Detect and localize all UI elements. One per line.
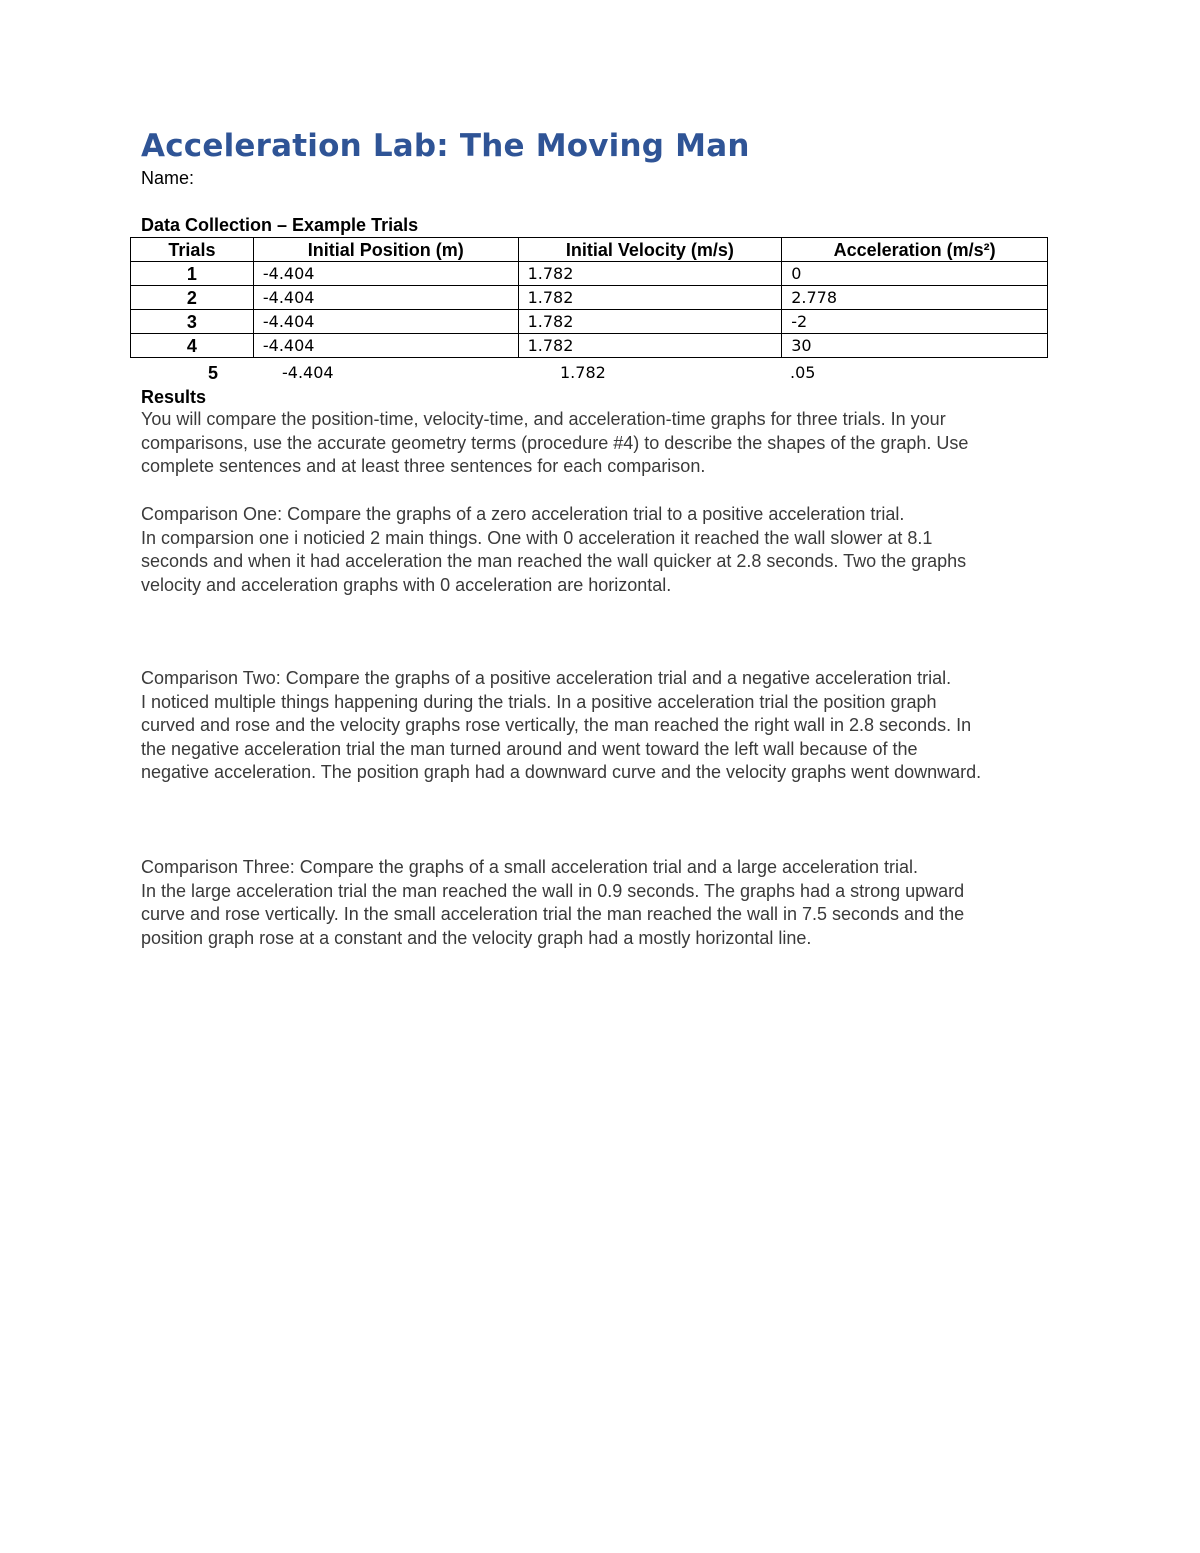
acceleration-cell: 2.778 [782,286,1048,310]
results-heading: Results [141,387,207,407]
trials-table [130,237,1048,358]
acceleration-cell: -2 [782,310,1048,334]
comparison-prompt: Comparison Three: Compare the graphs of a small acceleration trial and a large acceleration trial. [141,857,919,877]
table-header-row [131,238,1048,262]
comparison-two-paragraph [141,667,1066,785]
table-row [131,310,1048,334]
text-line: I noticed multiple things happening during the trials. In a positive acceleration trial the position graph [141,691,937,712]
text-line: velocity and acceleration graphs with 0 acceleration are horizontal. [141,574,672,595]
extra-acceleration: .05 [790,363,816,382]
table-row [131,286,1048,310]
extra-initial-velocity: 1.782 [560,363,606,382]
initial-position-cell: -4.404 [253,334,518,358]
text-line: You will compare the position-time, velocity-time, and acceleration-time graphs for three trials. In your [141,409,946,429]
comparison-prompt: Comparison One: Compare the graphs of a zero acceleration trial to a positive acceleration trial. [141,504,905,524]
text-line: position graph rose at a constant and the velocity graph had a mostly horizontal line. [141,927,812,948]
initial-velocity-cell: 1.782 [518,334,782,358]
initial-position-cell: -4.404 [253,310,518,334]
initial-velocity-cell: 1.782 [518,310,782,334]
header-acceleration: Acceleration (m/s²) [782,238,1048,262]
intro-paragraph [141,408,1066,479]
comparison-one-paragraph [141,503,1066,597]
comparison-prompt: Comparison Two: Compare the graphs of a positive acceleration trial and a negative acceleration trial. [141,668,952,688]
trial-number: 3 [131,310,254,334]
trial-number: 2 [131,286,254,310]
text-line: curved and rose and the velocity graphs rose vertically, the man reached the right wall in 2.8 seconds. In [141,715,972,736]
acceleration-cell: 30 [782,334,1048,358]
header-initial-velocity: Initial Velocity (m/s) [518,238,782,262]
extra-trial-number: 5 [208,363,219,383]
trial-number: 4 [131,334,254,358]
name-label: Name: [141,168,195,188]
data-collection-heading: Data Collection – Example Trials [141,215,419,235]
document-title: Acceleration Lab: The Moving Man [141,128,750,164]
initial-velocity-cell: 1.782 [518,286,782,310]
text-line: negative acceleration. The position graph had a downward curve and the velocity graphs went downward. [141,762,982,783]
text-line: comparisons, use the accurate geometry terms (procedure #4) to describe the shapes of the graph. Use [141,432,969,453]
text-line: In comparsion one i noticied 2 main things. One with 0 acceleration it reached the wall slower at 8.1 [141,527,933,548]
acceleration-cell: 0 [782,262,1048,286]
text-line: the negative acceleration trial the man turned around and went toward the left wall because of the [141,738,918,759]
header-trials: Trials [131,238,254,262]
header-initial-position: Initial Position (m) [253,238,518,262]
table-row [131,262,1048,286]
initial-position-cell: -4.404 [253,286,518,310]
text-line: complete sentences and at least three sentences for each comparison. [141,456,706,477]
text-line: curve and rose vertically. In the small acceleration trial the man reached the wall in 7.5 seconds and the [141,904,965,925]
initial-velocity-cell: 1.782 [518,262,782,286]
table-row [131,334,1048,358]
initial-position-cell: -4.404 [253,262,518,286]
extra-initial-position: -4.404 [282,363,334,382]
text-line: seconds and when it had acceleration the man reached the wall quicker at 2.8 seconds. Two the graphs [141,551,967,572]
text-line: In the large acceleration trial the man reached the wall in 0.9 seconds. The graphs had a strong upward [141,880,965,901]
trial-number: 1 [131,262,254,286]
comparison-three-paragraph [141,856,1066,950]
